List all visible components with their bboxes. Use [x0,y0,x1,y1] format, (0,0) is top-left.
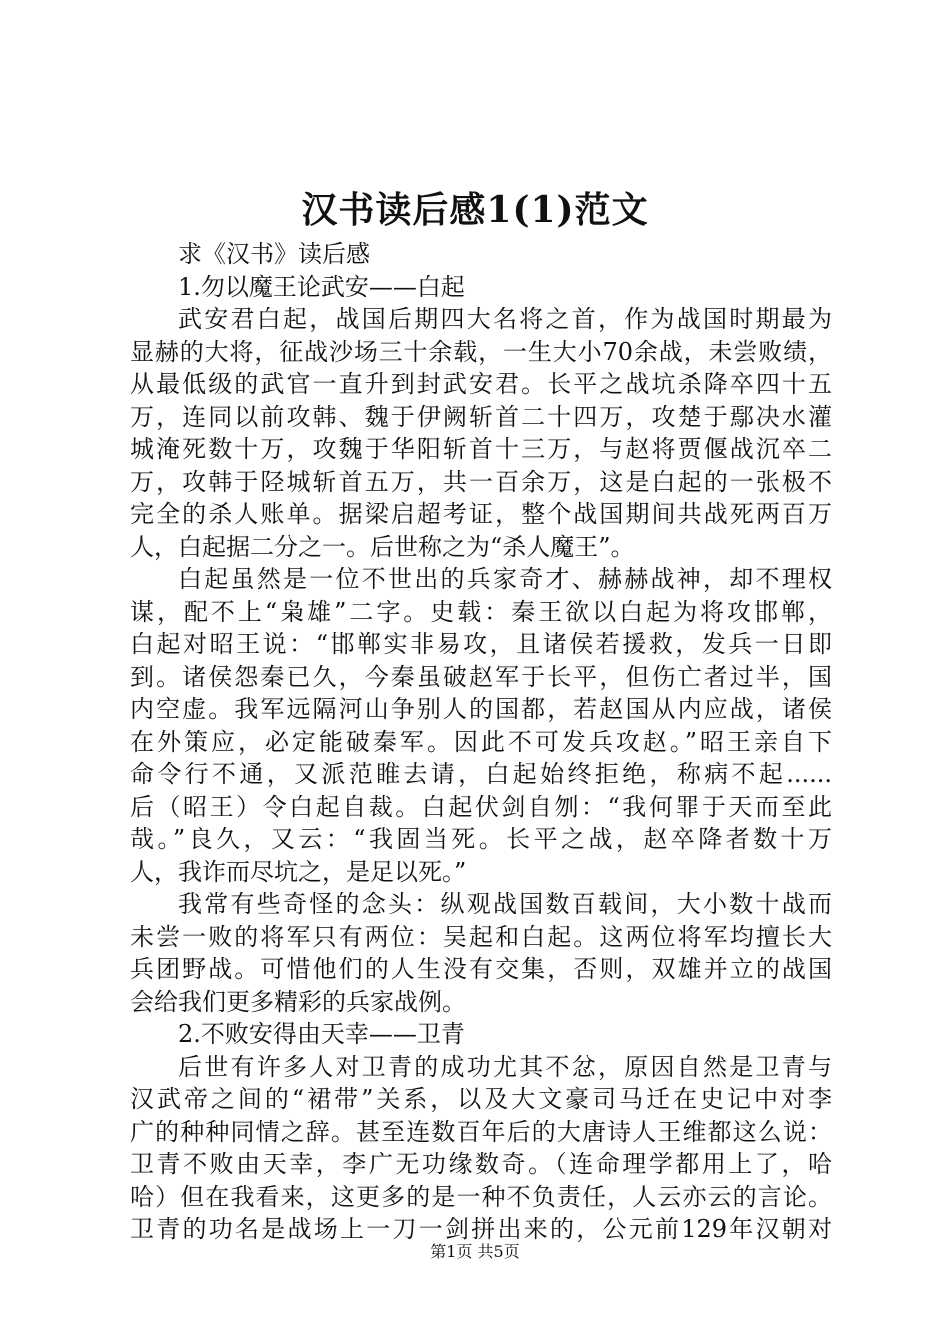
text-line: 后（昭王）令白起自裁。白起伏剑自刎：“我何罪于天而至此 [130,792,832,821]
text-line: 人，白起据二分之一。后世称之为“杀人魔王”。 [130,532,635,561]
text-line: 卫青不败由天幸，李广无功缘数奇。（连命理学都用上了，哈 [130,1150,832,1178]
text-line: 命令行不通，又派范睢去请，白起始终拒绝，称病不起...... [130,760,832,788]
text-line: 从最低级的武官一直升到封武安君。长平之战坑杀降卒四十五 [130,370,832,398]
text-line: 2.不败安得由天幸——卫青 [178,1020,465,1048]
document-body [130,238,832,1246]
text-line: 在外策应，必定能破秦军。因此不可发兵攻赵。”昭王亲自下 [130,727,832,756]
text-line: 后世有许多人对卫青的成功尤其不忿，原因自然是卫青与 [178,1052,832,1081]
page-title: 汉书读后感1(1)范文 [301,189,649,231]
text-line: 谋，配不上“枭雄”二字。史载：秦王欲以白起为将攻邯郸， [130,597,832,626]
text-line: 白起虽然是一位不世出的兵家奇才、赫赫战神，却不理权 [178,565,832,593]
text-line: 卫青的功名是战场上一刀一剑拼出来的，公元前129年汉朝对 [130,1215,832,1243]
text-line: 内空虚。我军远隔河山争别人的国都，若赵国从内应战，诸侯 [130,695,832,723]
text-line: 完全的杀人账单。据梁启超考证，整个战国期间共战死两百万 [130,500,832,528]
text-line: 兵团野战。可惜他们的人生没有交集，否则，双雄并立的战国 [130,955,832,983]
text-line: 万，攻韩于陉城斩首五万，共一百余万，这是白起的一张极不 [130,467,832,496]
text-line: 万，连同以前攻韩、魏于伊阙斩首二十四万，攻楚于鄢决水灌 [130,402,832,431]
text-line: 城淹死数十万，攻魏于华阳斩首十三万，与赵将贾偃战沉卒二 [130,435,832,463]
text-line: 到。诸侯怨秦已久，今秦虽破赵军于长平，但伤亡者过半，国 [130,662,832,691]
text-line: 求《汉书》读后感 [178,240,370,268]
text-line: 未尝一败的将军只有两位：吴起和白起。这两位将军均擅长大 [130,922,832,951]
text-line: 1.勿以魔王论武安——白起 [178,272,465,301]
text-line: 武安君白起，战国后期四大名将之首，作为战国时期最为 [178,305,832,333]
text-line: 人，我诈而尽坑之，是足以死。” [130,857,467,886]
text-line: 广的种种同情之辞。甚至连数百年后的大唐诗人王维都这么说： [130,1117,832,1146]
text-line: 汉武帝之间的“裙带”关系，以及大文豪司马迁在史记中对李 [130,1085,832,1113]
text-line: 哉。”良久，又云：“我固当死。长平之战，赵卒降者数十万 [130,825,832,853]
text-line: 哈）但在我看来，这更多的是一种不负责任，人云亦云的言论。 [130,1182,832,1211]
text-line: 我常有些奇怪的念头：纵观战国数百载间，大小数十战而 [178,890,832,918]
text-line: 会给我们更多精彩的兵家战例。 [130,987,466,1016]
text-line: 白起对昭王说：“邯郸实非易攻，且诸侯若援救，发兵一日即 [130,630,832,658]
text-line: 显赫的大将，征战沙场三十余载，一生大小70余战，未尝败绩， [130,337,832,366]
page-footer: 第1页 共5页 [430,1242,520,1261]
